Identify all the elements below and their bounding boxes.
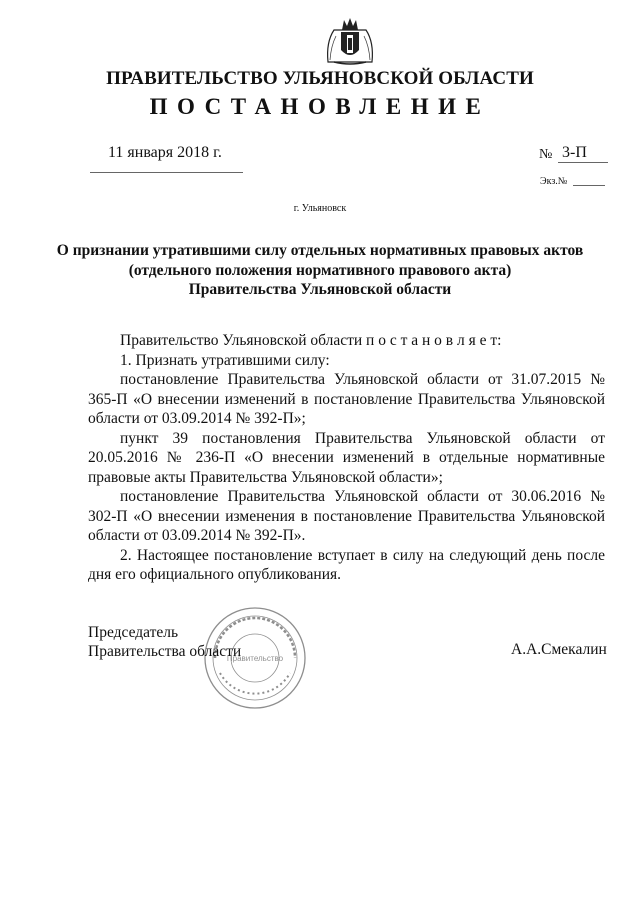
copy-number-label: Экз.№ — [540, 176, 568, 187]
document-date: 11 января 2018 г. — [108, 144, 222, 161]
signer-position-line1: Председатель — [88, 624, 179, 641]
government-title: ПРАВИТЕЛЬСТВО УЛЬЯНОВСКОЙ ОБЛАСТИ — [106, 68, 534, 89]
body-paragraph: 2. Настоящее постановление вступает в силу на следующий день после дня его официального опубликования. — [88, 546, 605, 583]
signer-name: А.А.Смекалин — [511, 641, 607, 658]
number-label: № — [539, 147, 553, 162]
coat-of-arms-icon — [322, 16, 378, 66]
signer-position-line2: Правительства области — [88, 643, 242, 660]
body-paragraph: 1. Признать утратившими силу: — [120, 351, 330, 369]
date-underline — [90, 172, 243, 173]
heading-line: (отдельного положения нормативного правового акта) — [128, 261, 512, 279]
body-paragraph: пункт 39 постановления Правительства Ульяновской области от 20.05.2016 № 236-П «О внесении изменений в отдельные нормативные правовые акты Правительства Ульяновской области»; — [88, 429, 605, 486]
body-paragraph: постановление Правительства Ульяновской области от 31.07.2015 № 365-П «О внесении изменений в постановление Правительства Ульяновской области от 03.09.2014 № 392-П»; — [88, 371, 605, 427]
stamp-text: Правительство — [226, 654, 284, 663]
heading-line: О признании утратившими силу отдельных нормативных правовых актов — [56, 242, 584, 259]
copy-number-line — [573, 185, 605, 186]
body-paragraph: постановление Правительства Ульяновской области от 30.06.2016 № 302-П «О внесении изменения в постановление Правительства Ульяновской области от 03.09.2014 № 392-П». — [88, 488, 605, 544]
heading-line: Правительства Ульяновской области — [188, 281, 452, 298]
document-body — [88, 331, 605, 585]
body-paragraph: Правительство Ульяновской области п о с т а н о в л я е т: — [120, 332, 502, 349]
document-number: 3-П — [558, 143, 608, 163]
city: г. Ульяновск — [293, 203, 347, 214]
document-type: ПОСТАНОВЛЕНИЕ — [149, 94, 491, 119]
document-heading — [40, 241, 600, 300]
